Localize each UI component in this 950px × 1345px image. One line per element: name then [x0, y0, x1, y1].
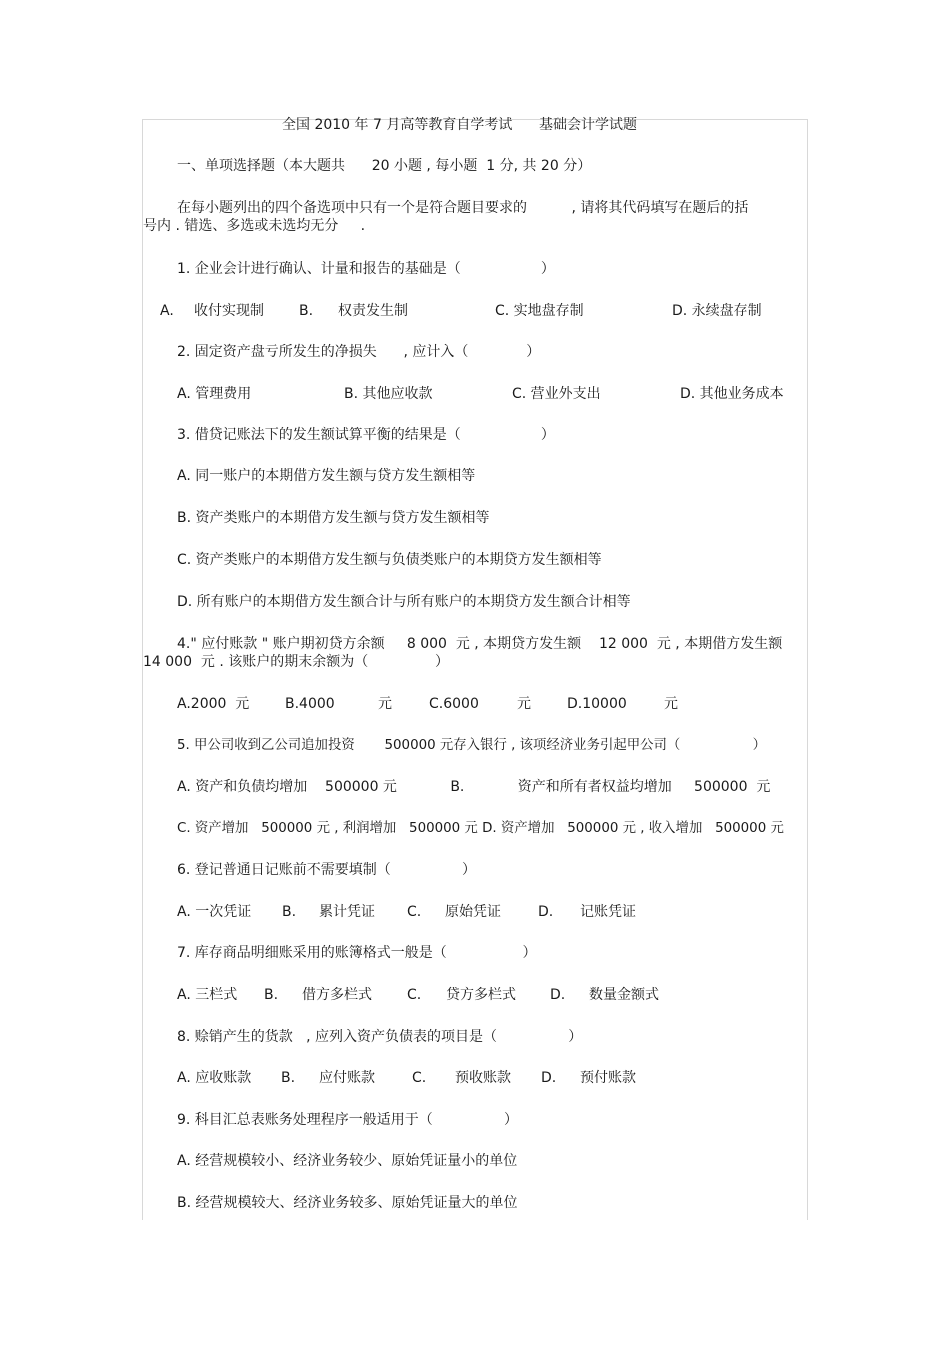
question-6-option-d-text: 记账凭证 — [580, 904, 636, 920]
question-6-option-c-text: 原始凭证 — [445, 904, 501, 920]
question-3-option-b: B. 资产类账户的本期借方发生额与贷方发生额相等 — [177, 510, 490, 526]
question-5-stem: 5. 甲公司收到乙公司追加投资 500000 元存入银行 , 该项经济业务引起甲公司（ ） — [177, 738, 767, 753]
question-4-stem: 4." 应付账款 " 账户期初贷方余额 8 000 元 , 本期贷方发生额 12 000 元 , 本期借方发生额 — [177, 636, 783, 652]
question-8-option-c-letter: C. — [412, 1070, 427, 1086]
question-8-option-c-text: 预收账款 — [455, 1070, 511, 1086]
question-9-stem: 9. 科目汇总表账务处理程序一般适用于（ ） — [177, 1112, 519, 1128]
question-6-option-a: A. 一次凭证 — [177, 904, 252, 920]
question-5-options-cd: C. 资产增加 500000 元 , 利润增加 500000 元 D. 资产增加 500000 元 , 收入增加 500000 元 — [177, 821, 784, 836]
question-4-option-d: D.10000 — [567, 696, 627, 712]
instruction-line-2: 号内 . 错选、多选或未选均无分 . — [143, 218, 366, 234]
question-8-option-b-letter: B. — [281, 1070, 296, 1086]
question-1-option-a-letter: A. — [160, 303, 174, 319]
question-8-option-b-text: 应付账款 — [319, 1070, 375, 1086]
question-6-option-d-letter: D. — [538, 904, 554, 920]
document-title: 全国 2010 年 7 月高等教育自学考试 基础会计学试题 — [282, 117, 638, 133]
question-4-option-b: B.4000 — [285, 696, 335, 712]
section-heading: 一、单项选择题（本大题共 20 小题 , 每小题 1 分, 共 20 分） — [177, 158, 592, 174]
question-7-option-d-text: 数量金额式 — [589, 987, 659, 1003]
question-3-option-a: A. 同一账户的本期借方发生额与贷方发生额相等 — [177, 468, 476, 484]
instruction-line-1: 在每小题列出的四个备选项中只有一个是符合题目要求的 , 请将其代码填写在题后的括 — [177, 200, 749, 216]
question-8-stem: 8. 赊销产生的货款 , 应列入资产负债表的项目是（ ） — [177, 1029, 583, 1045]
question-4-option-a: A.2000 元 — [177, 696, 250, 712]
question-6-stem: 6. 登记普通日记账前不需要填制（ ） — [177, 862, 477, 878]
question-7-option-a: A. 三栏式 — [177, 987, 238, 1003]
question-3-option-d: D. 所有账户的本期借方发生额合计与所有账户的本期贷方发生额合计相等 — [177, 594, 631, 610]
question-6-option-b-text: 累计凭证 — [319, 904, 375, 920]
question-7-option-b-text: 借方多栏式 — [302, 987, 372, 1003]
question-1-option-d: D. 永续盘存制 — [672, 303, 762, 319]
question-7-option-c-letter: C. — [407, 987, 422, 1003]
question-4-option-c-unit: 元 — [517, 696, 531, 712]
question-4-option-b-unit: 元 — [378, 696, 392, 712]
question-8-option-d-letter: D. — [541, 1070, 557, 1086]
question-7-option-c-text: 贷方多栏式 — [446, 987, 516, 1003]
question-9-option-b: B. 经营规模较大、经济业务较多、原始凭证量大的单位 — [177, 1195, 518, 1211]
question-2-stem: 2. 固定资产盘亏所发生的净损失 , 应计入（ ） — [177, 344, 541, 360]
question-7-stem: 7. 库存商品明细账采用的账簿格式一般是（ ） — [177, 945, 537, 961]
question-2-option-b: B. 其他应收款 — [344, 386, 433, 402]
question-3-option-c: C. 资产类账户的本期借方发生额与负债类账户的本期贷方发生额相等 — [177, 552, 602, 568]
question-6-option-b-letter: B. — [282, 904, 297, 920]
question-5-options-ab: A. 资产和负债均增加 500000 元 B. 资产和所有者权益均增加 500000 元 — [177, 779, 771, 795]
question-7-option-d-letter: D. — [550, 987, 566, 1003]
question-3-stem: 3. 借贷记账法下的发生额试算平衡的结果是（ ） — [177, 427, 555, 443]
question-1-stem: 1. 企业会计进行确认、计量和报告的基础是（ ） — [177, 261, 555, 277]
question-6-option-c-letter: C. — [407, 904, 422, 920]
question-2-option-d: D. 其他业务成本 — [680, 386, 784, 402]
question-1-option-a-text: 收付实现制 — [194, 303, 264, 319]
question-9-option-a: A. 经营规模较小、经济业务较少、原始凭证量小的单位 — [177, 1153, 518, 1169]
question-1-option-b-text: 权责发生制 — [338, 303, 408, 319]
question-8-option-d-text: 预付账款 — [580, 1070, 636, 1086]
question-8-option-a: A. 应收账款 — [177, 1070, 252, 1086]
question-4-stem-continued: 14 000 元 . 该账户的期末余额为（ ） — [143, 654, 449, 670]
question-4-option-c: C.6000 — [429, 696, 479, 712]
question-2-option-c: C. 营业外支出 — [512, 386, 601, 402]
question-1-option-b-letter: B. — [299, 303, 314, 319]
question-4-option-d-unit: 元 — [664, 696, 678, 712]
question-2-option-a: A. 管理费用 — [177, 386, 252, 402]
question-1-option-c: C. 实地盘存制 — [495, 303, 584, 319]
question-7-option-b-letter: B. — [264, 987, 279, 1003]
